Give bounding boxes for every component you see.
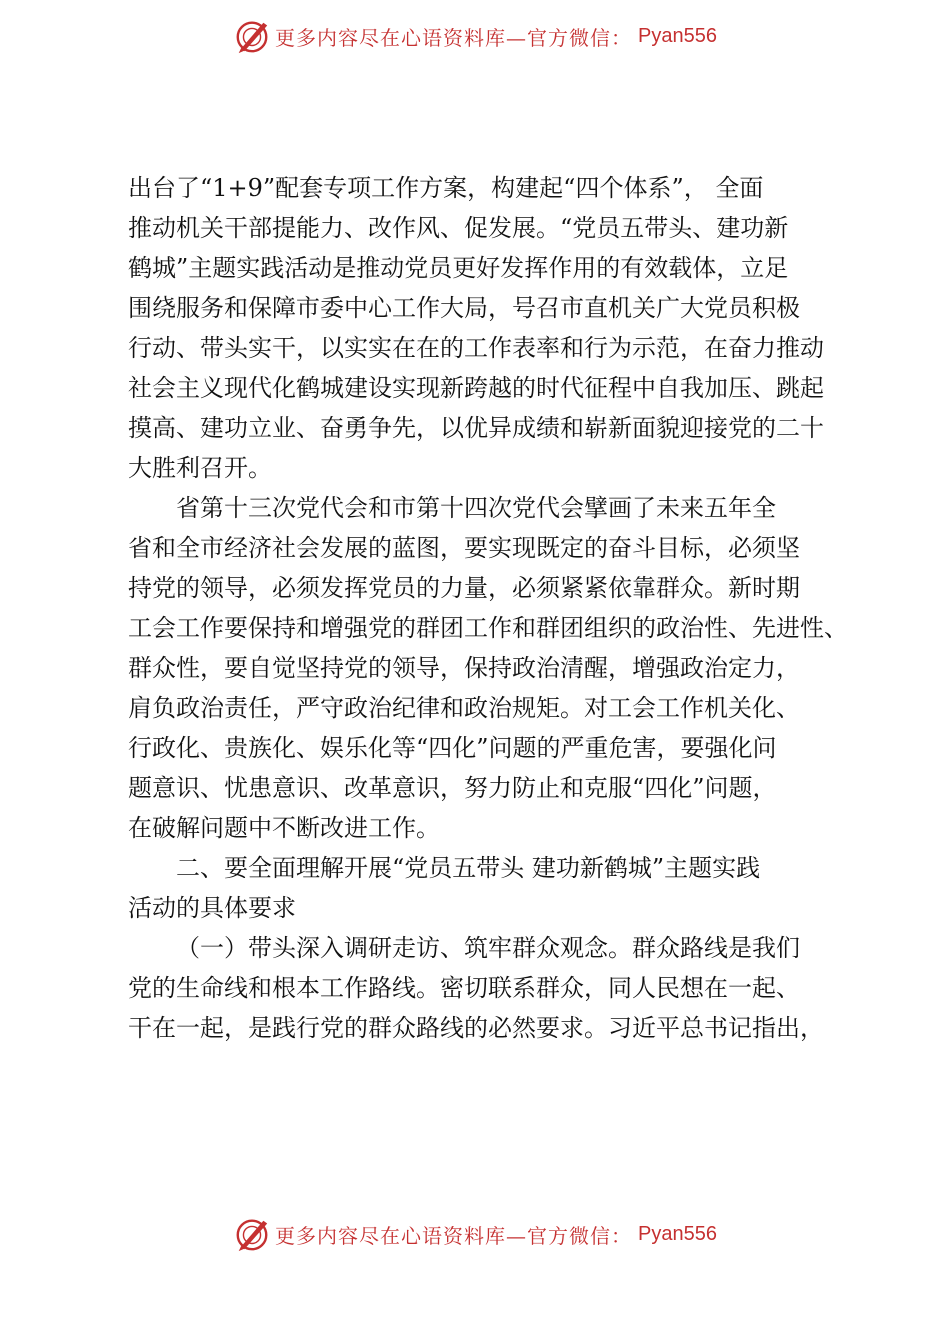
text-line: 鹤城”主题实践活动是推动党员更好发挥作用的有效载体，立足 [128, 254, 789, 282]
pen-seal-logo-icon [233, 1215, 271, 1253]
text-line: 出台了“1+9”配套专项工作方案，构建起“四个体系”， 全面 [128, 174, 764, 202]
text-line: 肩负政治责任，严守政治纪律和政治规矩。对工会工作机关化、 [128, 694, 800, 722]
text-line: 省第十三次党代会和市第十四次党代会擘画了未来五年全 [176, 494, 776, 522]
text-line: 行动、带头实干，以实实在在的工作表率和行为示范，在奋力推动 [128, 334, 824, 362]
text-line: 二、要全面理解开展“党员五带头 建功新鹤城”主题实践 [176, 854, 761, 882]
watermark-text: 更多内容尽在心语资料库—官方微信： [275, 1223, 633, 1248]
watermark-wechat-id: Pyan556 [638, 1222, 717, 1245]
watermark-text: 更多内容尽在心语资料库—官方微信： [275, 25, 633, 50]
text-line: 题意识、忧患意识、改革意识，努力防止和克服“四化”问题， [128, 774, 777, 802]
text-line: 大胜利召开。 [128, 454, 272, 482]
text-line: 持党的领导，必须发挥党员的力量，必须紧紧依靠群众。新时期 [128, 574, 800, 602]
text-line: 干在一起，是践行党的群众路线的必然要求。习近平总书记指出， [128, 1014, 824, 1042]
text-line: 党的生命线和根本工作路线。密切联系群众，同人民想在一起、 [128, 974, 800, 1002]
document-body [128, 168, 848, 1048]
text-line: （一）带头深入调研走访、筑牢群众观念。群众路线是我们 [176, 934, 800, 962]
text-line: 省和全市经济社会发展的蓝图，要实现既定的奋斗目标，必须坚 [128, 534, 800, 562]
text-line: 围绕服务和保障市委中心工作大局，号召市直机关广大党员积极 [128, 294, 800, 322]
text-line: 在破解问题中不断改进工作。 [128, 814, 440, 842]
text-line: 推动机关干部提能力、改作风、促发展。“党员五带头、建功新 [128, 214, 789, 242]
text-line: 活动的具体要求 [128, 894, 296, 922]
text-line: 摸高、建功立业、奋勇争先，以优异成绩和崭新面貌迎接党的二十 [128, 414, 824, 442]
text-line: 社会主义现代化鹤城建设实现新跨越的时代征程中自我加压、跳起 [128, 374, 824, 402]
footer-watermark [0, 1214, 950, 1254]
text-line: 群众性，要自觉坚持党的领导，保持政治清醒，增强政治定力， [128, 654, 800, 682]
text-line: 行政化、贵族化、娱乐化等“四化”问题的严重危害，要强化问 [128, 734, 777, 762]
watermark-wechat-id: Pyan556 [638, 24, 717, 47]
header-watermark [0, 16, 950, 56]
text-line: 工会工作要保持和增强党的群团工作和群团组织的政治性、先进性、 [128, 614, 848, 642]
pen-seal-logo-icon [233, 17, 271, 55]
